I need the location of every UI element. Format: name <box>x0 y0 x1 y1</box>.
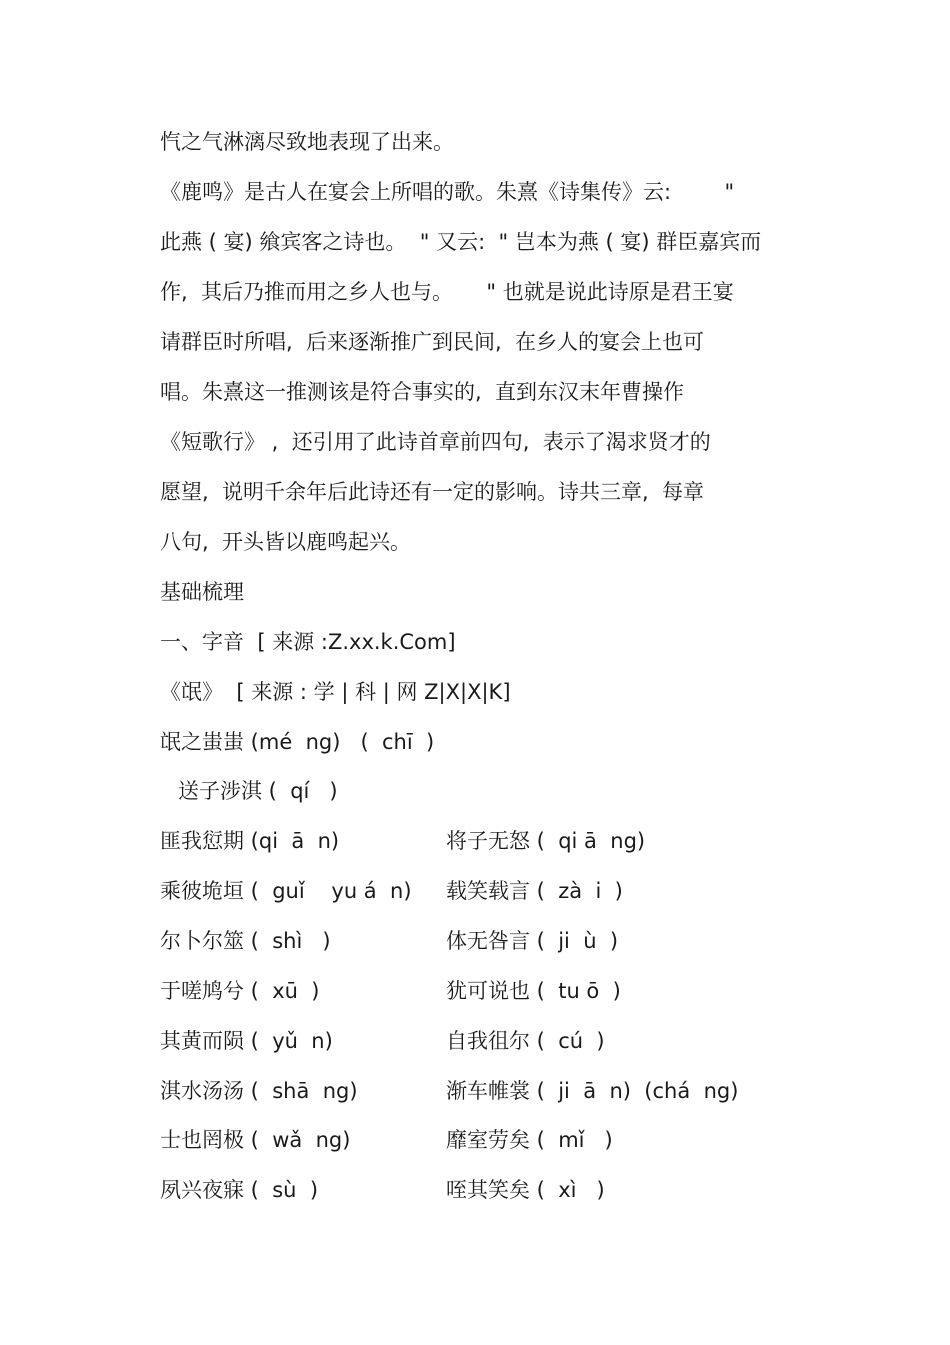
pronunciation-item: 淇水汤汤 ( shā ng) <box>160 1079 358 1103</box>
pronunciation-pair-row <box>160 1076 800 1106</box>
pronunciation-item: 乘彼垝垣 ( guǐ yu á n) <box>160 879 412 903</box>
pronunciation-item: 犹可说也 ( tu ō ) <box>446 979 621 1003</box>
pronunciation-item: 将子无怒 ( qi ā ng) <box>446 829 646 853</box>
pronunciation-item: 自我徂尔 ( cú ) <box>446 1029 605 1053</box>
pronunciation-pair-row <box>160 1026 800 1056</box>
pronunciation-item: 士也罔极 ( wǎ ng) <box>160 1128 351 1152</box>
paragraph-line: 八句, 开头皆以鹿鸣起兴。 <box>160 530 412 554</box>
paragraph-line: 《短歌行》 , 还引用了此诗首章前四句, 表示了渴求贤才的 <box>160 430 711 454</box>
pronunciation-item: 于嗟鸠兮 ( xū ) <box>160 979 320 1003</box>
pronunciation-item: 夙兴夜寐 ( sù ) <box>160 1178 319 1202</box>
pronunciation-pair-row <box>160 826 800 856</box>
pronunciation-item: 尔卜尔筮 ( shì ) <box>160 929 331 953</box>
pronunciation-item: 体无咎言 ( ji ù ) <box>446 929 619 953</box>
pronunciation-item: 靡室劳矣 ( mǐ ) <box>446 1128 613 1152</box>
paragraph-line: 《鹿鸣》是古人在宴会上所唱的歌。朱熹《诗集传》云: " <box>160 180 735 204</box>
pronunciation-line: 氓之蚩蚩 (mé ng) ( chī ) <box>160 730 435 754</box>
pronunciation-pair-row <box>160 926 800 956</box>
pronunciation-item: 咥其笑矣 ( xì ) <box>446 1178 605 1202</box>
paragraph-line: 愿望, 说明千余年后此诗还有一定的影响。诗共三章, 每章 <box>160 480 705 504</box>
section-heading: 基础梳理 <box>160 580 244 604</box>
subsection-heading: 一、字音 [ 来源 :Z.xx.k.Com] <box>160 630 456 654</box>
pronunciation-item: 其黄而陨 ( yǔ n) <box>160 1029 333 1053</box>
pronunciation-item: 匪我愆期 (qi ā n) <box>160 829 340 853</box>
pronunciation-item: 载笑载言 ( zà i ) <box>446 879 623 903</box>
paragraph-line: 忾之气淋漓尽致地表现了出来。 <box>160 130 454 154</box>
paragraph-line: 请群臣时所唱, 后来逐渐推广到民间, 在乡人的宴会上也可 <box>160 330 705 354</box>
pronunciation-pair-row <box>160 976 800 1006</box>
paragraph-line: 作, 其后乃推而用之乡人也与。 " 也就是说此诗原是君王宴 <box>160 280 734 304</box>
poem-title-line: 《氓》 [ 来源 : 学 | 科 | 网 Z|X|X|K] <box>160 680 511 704</box>
pronunciation-item: 渐车帷裳 ( ji ā n) (chá ng) <box>446 1079 739 1103</box>
pronunciation-line: 送子涉淇 ( qí ) <box>178 779 338 803</box>
pronunciation-pair-row <box>160 1175 800 1205</box>
paragraph-line: 唱。朱熹这一推测该是符合事实的, 直到东汉末年曹操作 <box>160 380 685 404</box>
pronunciation-pair-row <box>160 876 800 906</box>
paragraph-line: 此燕 ( 宴) 飨宾客之诗也。 " 又云: " 岂本为燕 ( 宴) 群臣嘉宾而 <box>160 230 762 254</box>
pronunciation-pair-row <box>160 1125 800 1155</box>
